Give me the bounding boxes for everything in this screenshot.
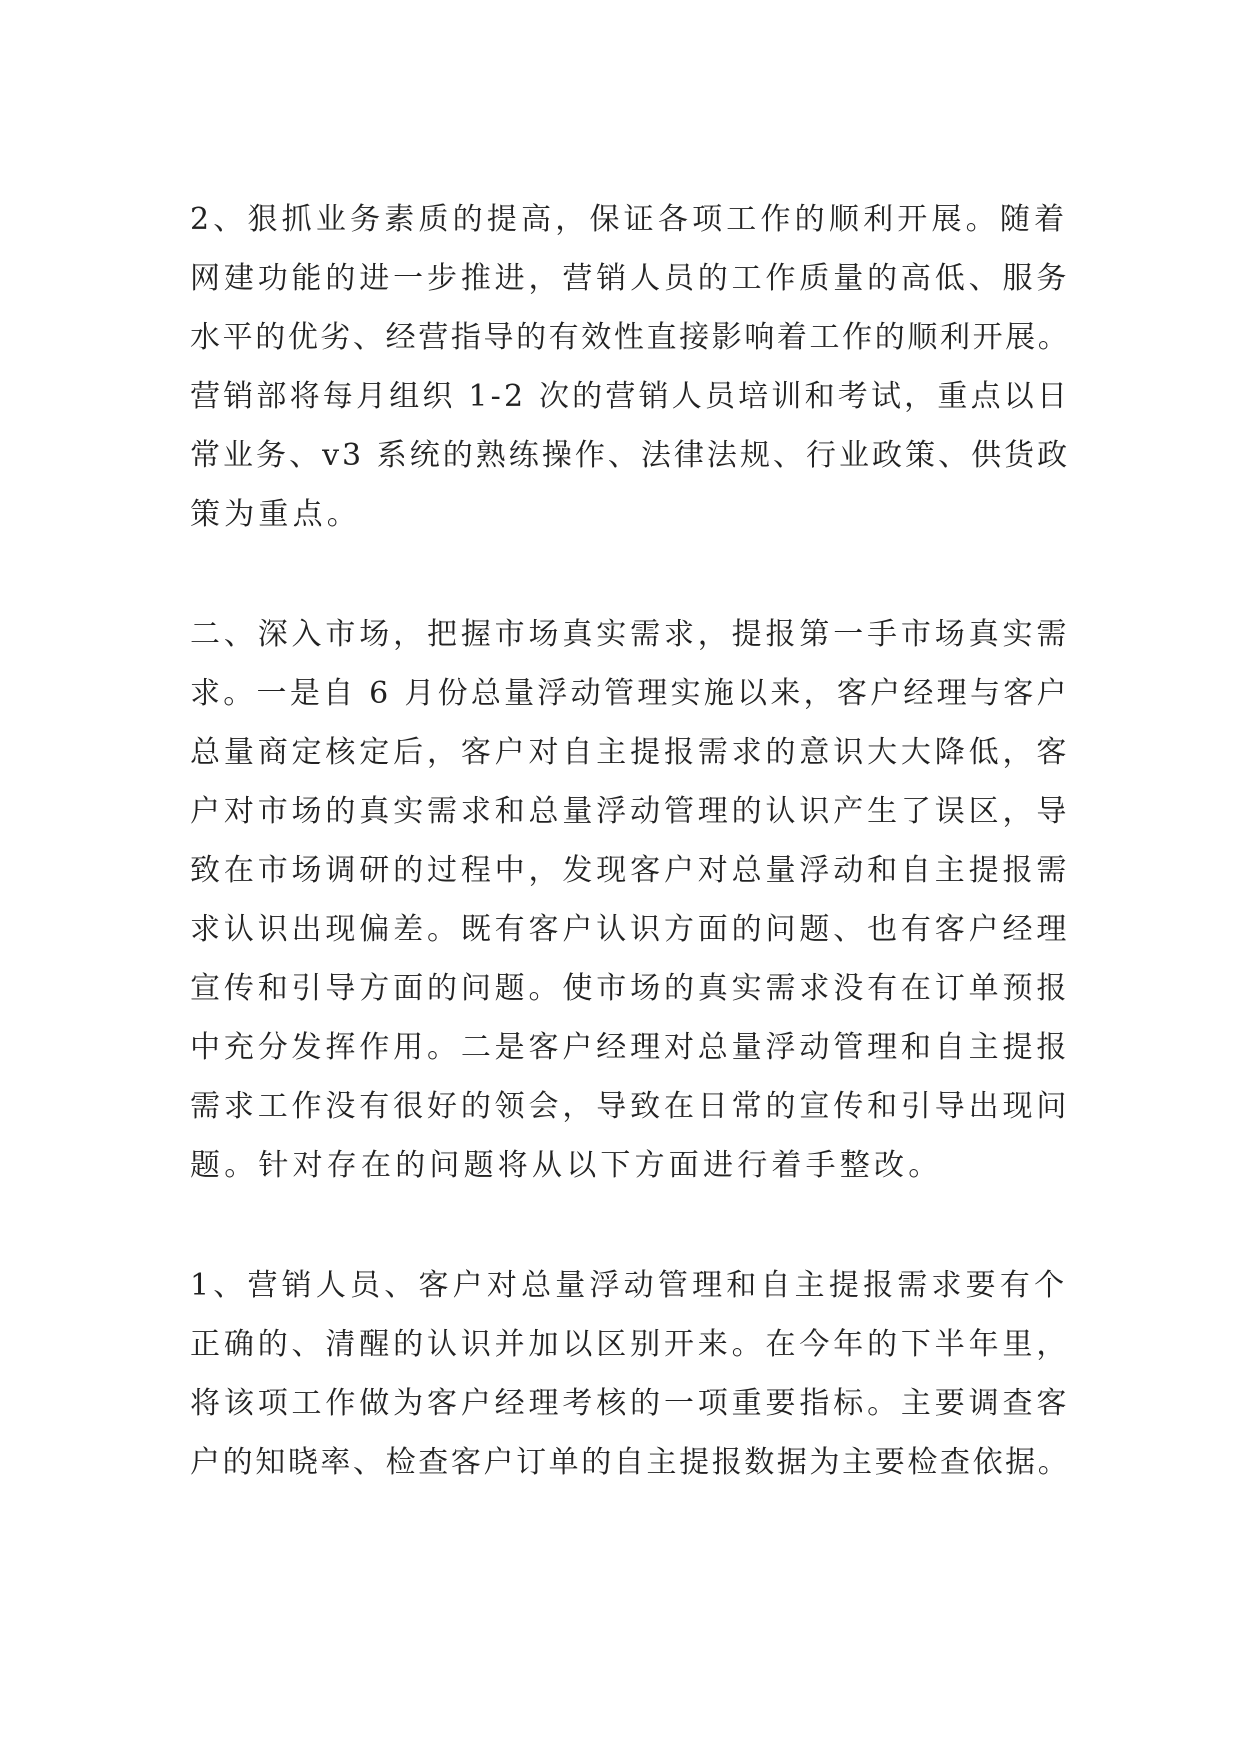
text-line: 总量商定核定后，客户对自主提报需求的意识大大降低，客 [190,735,1071,770]
text-line: 常业务、v3 系统的熟练操作、法律法规、行业政策、供货政 [190,438,1071,473]
text-line: 二、深入市场，把握市场真实需求，提报第一手市场真实需 [190,617,1071,652]
text-line: 致在市场调研的过程中，发现客户对总量浮动和自主提报需 [190,853,1071,888]
paragraph-market-demand [190,605,1071,1195]
text-line: 题。针对存在的问题将从以下方面进行着手整改。 [190,1148,943,1183]
text-line: 网建功能的进一步推进，营销人员的工作质量的高低、服务 [190,261,1071,296]
text-line: 宣传和引导方面的问题。使市场的真实需求没有在订单预报 [190,971,1071,1006]
text-line: 正确的、清醒的认识并加以区别开来。在今年的下半年里， [190,1327,1071,1362]
text-line: 2、狠抓业务素质的提高，保证各项工作的顺利开展。随着 [190,202,1069,237]
text-line: 中充分发挥作用。二是客户经理对总量浮动管理和自主提报 [190,1030,1071,1065]
text-line: 求认识出现偏差。既有客户认识方面的问题、也有客户经理 [190,912,1071,947]
text-line: 策为重点。 [190,497,361,532]
text-line: 水平的优劣、经营指导的有效性直接影响着工作的顺利开展。 [190,320,1071,355]
paragraph-business-quality [190,190,1071,544]
text-line: 1、营销人员、客户对总量浮动管理和自主提报需求要有个 [190,1268,1069,1303]
text-line: 将该项工作做为客户经理考核的一项重要指标。主要调查客 [190,1386,1071,1421]
text-line: 户对市场的真实需求和总量浮动管理的认识产生了误区，导 [190,794,1071,829]
text-line: 户的知晓率、检查客户订单的自主提报数据为主要检查依据。 [190,1445,1071,1480]
text-line: 需求工作没有很好的领会，导致在日常的宣传和引导出现问 [190,1089,1071,1124]
text-line: 求。一是自 6 月份总量浮动管理实施以来，客户经理与客户 [190,676,1070,711]
text-line: 营销部将每月组织 1-2 次的营销人员培训和考试，重点以日 [190,379,1071,414]
paragraph-staff-awareness [190,1256,1071,1492]
document-body [190,190,1071,1492]
